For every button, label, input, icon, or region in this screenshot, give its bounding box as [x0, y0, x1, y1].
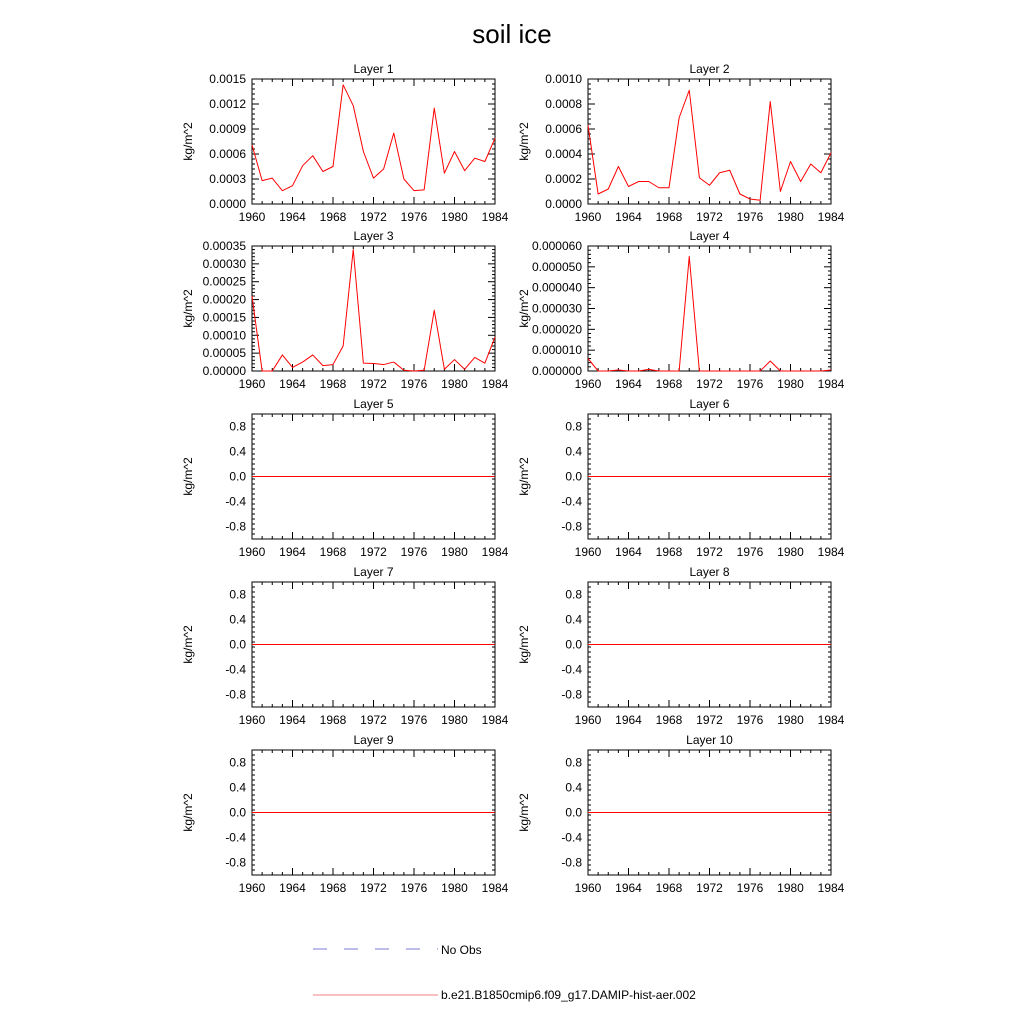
panel-3-ytick-label: 0.00005 — [202, 346, 246, 361]
panel-8-ylabel: kg/m^2 — [517, 625, 531, 664]
panel-6-ytick-label: 0.4 — [565, 444, 582, 459]
panel-1-xtick-label: 1976 — [400, 210, 428, 224]
panel-10 — [517, 733, 845, 895]
panel-5-ytick-label: -0.8 — [225, 519, 246, 534]
panel-4-xtick-label: 1976 — [736, 377, 764, 391]
panel-8-xtick-label: 1984 — [817, 713, 845, 727]
panel-4-ytick-label: 0.000030 — [531, 301, 582, 316]
panel-1-xtick-label: 1964 — [279, 210, 306, 224]
panel-10-xtick-label: 1960 — [574, 881, 602, 895]
panel-2-xtick-label: 1960 — [574, 210, 602, 224]
panel-1-ytick-label: 0.0006 — [209, 147, 246, 161]
panel-8 — [517, 565, 845, 727]
panel-8-xtick-label: 1960 — [574, 713, 602, 727]
panel-8-ytick-label: -0.8 — [561, 687, 582, 702]
panel-5 — [181, 397, 509, 559]
panel-5-title: Layer 5 — [353, 397, 394, 411]
panel-1-ytick-label: 0.0000 — [209, 197, 246, 211]
panel-2-xtick-label: 1972 — [696, 210, 723, 224]
panel-8-ytick-label: 0.0 — [565, 637, 582, 652]
panel-3-xtick-label: 1976 — [400, 377, 428, 391]
panel-3-ylabel: kg/m^2 — [181, 289, 195, 328]
panel-2-ylabel: kg/m^2 — [517, 122, 531, 161]
panel-9-ytick-label: 0.4 — [229, 780, 246, 795]
panel-6-xtick-label: 1972 — [696, 545, 723, 559]
panel-4-frame — [588, 246, 831, 371]
panel-6-xtick-label: 1968 — [655, 545, 683, 559]
panel-9-xtick-label: 1968 — [319, 881, 347, 895]
panel-1-xtick-label: 1980 — [441, 210, 468, 224]
panel-3-xtick-label: 1980 — [441, 377, 468, 391]
panel-7-xtick-label: 1984 — [481, 713, 509, 727]
panel-6-xtick-label: 1984 — [817, 545, 845, 559]
panel-3-xtick-label: 1972 — [360, 377, 387, 391]
panel-7-ytick-label: 0.4 — [229, 612, 246, 627]
panel-2-xtick-label: 1984 — [817, 210, 845, 224]
panel-4-ytick-label: 0.000020 — [531, 322, 582, 337]
panel-2-ytick-label: 0.0000 — [545, 197, 582, 211]
panel-1-ytick-label: 0.0015 — [209, 72, 246, 86]
panel-10-xtick-label: 1964 — [615, 881, 642, 895]
panel-9-xtick-label: 1964 — [279, 881, 306, 895]
panel-4-xtick-label: 1960 — [574, 377, 602, 391]
panel-7-ytick-label: 0.8 — [229, 587, 246, 602]
panel-4-series-line — [588, 256, 831, 371]
legend-obs-label: No Obs — [441, 943, 482, 957]
panel-7-xtick-label: 1980 — [441, 713, 468, 727]
panel-3-ytick-label: 0.00010 — [202, 328, 246, 343]
panel-10-xtick-label: 1968 — [655, 881, 683, 895]
panel-7-ylabel: kg/m^2 — [181, 625, 195, 664]
panel-4-ytick-label: 0.000050 — [531, 259, 582, 274]
panel-7 — [181, 565, 509, 727]
panel-1-ylabel: kg/m^2 — [181, 122, 195, 161]
panel-1 — [181, 62, 509, 224]
panel-9 — [181, 733, 509, 895]
panel-2-series-line — [588, 90, 831, 200]
panel-10-ylabel: kg/m^2 — [517, 793, 531, 832]
panel-9-xtick-label: 1980 — [441, 881, 468, 895]
panel-10-title: Layer 10 — [686, 733, 733, 747]
panel-4-ylabel: kg/m^2 — [517, 289, 531, 328]
panel-6-ytick-label: -0.4 — [561, 494, 582, 509]
panel-8-ytick-label: 0.4 — [565, 612, 582, 627]
panel-6-ytick-label: 0.0 — [565, 469, 582, 484]
panel-6-ytick-label: 0.8 — [565, 419, 582, 434]
panel-10-ytick-label: 0.0 — [565, 805, 582, 820]
figure-title: soil ice — [472, 19, 552, 49]
panel-8-ytick-label: 0.8 — [565, 587, 582, 602]
panel-8-xtick-label: 1980 — [777, 713, 804, 727]
panel-6-title: Layer 6 — [689, 397, 730, 411]
panel-4-ytick-label: 0.000060 — [531, 239, 582, 253]
panel-2-ytick-label: 0.0004 — [545, 147, 582, 161]
panel-3-ytick-label: 0.00000 — [202, 364, 246, 378]
panel-3-xtick-label: 1984 — [481, 377, 509, 391]
panel-2-title: Layer 2 — [689, 62, 730, 76]
panel-grid — [181, 62, 845, 895]
panel-2 — [517, 62, 845, 224]
panel-4 — [517, 229, 845, 391]
legend-model-label: b.e21.B1850cmip6.f09_g17.DAMIP-hist-aer.002 — [441, 988, 696, 1002]
panel-6-ytick-label: -0.8 — [561, 519, 582, 534]
panel-7-xtick-label: 1968 — [319, 713, 347, 727]
panel-4-ytick-label: 0.000000 — [531, 364, 582, 378]
panel-1-xtick-label: 1968 — [319, 210, 347, 224]
panel-3-xtick-label: 1960 — [238, 377, 266, 391]
panel-4-xtick-label: 1968 — [655, 377, 683, 391]
panel-4-xtick-label: 1984 — [817, 377, 845, 391]
panel-10-xtick-label: 1972 — [696, 881, 723, 895]
panel-3 — [181, 229, 509, 391]
panel-5-ylabel: kg/m^2 — [181, 457, 195, 496]
panel-5-xtick-label: 1976 — [400, 545, 428, 559]
panel-1-xtick-label: 1984 — [481, 210, 509, 224]
panel-10-ytick-label: 0.8 — [565, 755, 582, 770]
panel-9-xtick-label: 1976 — [400, 881, 428, 895]
panel-3-ytick-label: 0.00025 — [202, 274, 246, 289]
panel-9-xtick-label: 1960 — [238, 881, 266, 895]
panel-6 — [517, 397, 845, 559]
panel-3-frame — [252, 246, 495, 371]
panel-5-xtick-label: 1972 — [360, 545, 387, 559]
panel-5-ytick-label: 0.4 — [229, 444, 246, 459]
panel-10-xtick-label: 1976 — [736, 881, 764, 895]
panel-5-xtick-label: 1980 — [441, 545, 468, 559]
panel-8-xtick-label: 1972 — [696, 713, 723, 727]
panel-9-ytick-label: 0.8 — [229, 755, 246, 770]
panel-2-xtick-label: 1980 — [777, 210, 804, 224]
panel-7-xtick-label: 1976 — [400, 713, 428, 727]
panel-2-ytick-label: 0.0002 — [545, 172, 582, 186]
panel-7-xtick-label: 1960 — [238, 713, 266, 727]
panel-5-xtick-label: 1960 — [238, 545, 266, 559]
panel-2-xtick-label: 1968 — [655, 210, 683, 224]
panel-1-frame — [252, 79, 495, 204]
panel-7-ytick-label: -0.4 — [225, 662, 246, 677]
panel-10-ytick-label: -0.8 — [561, 855, 582, 870]
panel-3-title: Layer 3 — [353, 229, 394, 243]
panel-4-xtick-label: 1972 — [696, 377, 723, 391]
panel-3-series-line — [252, 250, 495, 371]
panel-10-ytick-label: 0.4 — [565, 780, 582, 795]
panel-5-ytick-label: -0.4 — [225, 494, 246, 509]
panel-2-ytick-label: 0.0010 — [545, 72, 582, 86]
panel-1-series-line — [252, 85, 495, 191]
panel-5-ytick-label: 0.0 — [229, 469, 246, 484]
panel-9-xtick-label: 1972 — [360, 881, 387, 895]
panel-9-ytick-label: -0.8 — [225, 855, 246, 870]
panel-6-xtick-label: 1964 — [615, 545, 642, 559]
panel-1-ytick-label: 0.0009 — [209, 122, 246, 136]
panel-7-xtick-label: 1972 — [360, 713, 387, 727]
panel-7-title: Layer 7 — [353, 565, 394, 579]
panel-1-ytick-label: 0.0003 — [209, 172, 246, 186]
panel-2-xtick-label: 1976 — [736, 210, 764, 224]
panel-9-ytick-label: -0.4 — [225, 830, 246, 845]
panel-6-xtick-label: 1980 — [777, 545, 804, 559]
panel-4-xtick-label: 1980 — [777, 377, 804, 391]
panel-5-xtick-label: 1984 — [481, 545, 509, 559]
panel-9-ytick-label: 0.0 — [229, 805, 246, 820]
panel-3-ytick-label: 0.00015 — [202, 310, 246, 325]
panel-5-ytick-label: 0.8 — [229, 419, 246, 434]
panel-9-xtick-label: 1984 — [481, 881, 509, 895]
panel-7-ytick-label: -0.8 — [225, 687, 246, 702]
panel-5-xtick-label: 1964 — [279, 545, 306, 559]
panel-8-xtick-label: 1976 — [736, 713, 764, 727]
panel-2-xtick-label: 1964 — [615, 210, 642, 224]
panel-9-ylabel: kg/m^2 — [181, 793, 195, 832]
panel-5-xtick-label: 1968 — [319, 545, 347, 559]
panel-8-xtick-label: 1964 — [615, 713, 642, 727]
panel-10-xtick-label: 1984 — [817, 881, 845, 895]
panel-8-ytick-label: -0.4 — [561, 662, 582, 677]
panel-10-ytick-label: -0.4 — [561, 830, 582, 845]
panel-4-ytick-label: 0.000040 — [531, 280, 582, 295]
panel-4-ytick-label: 0.000010 — [531, 343, 582, 358]
panel-4-title: Layer 4 — [689, 229, 730, 243]
legend — [313, 943, 696, 1002]
panel-1-title: Layer 1 — [353, 62, 394, 76]
panel-7-ytick-label: 0.0 — [229, 637, 246, 652]
panel-2-ytick-label: 0.0006 — [545, 122, 582, 136]
panel-8-title: Layer 8 — [689, 565, 730, 579]
panel-3-ytick-label: 0.00035 — [202, 239, 246, 253]
panel-3-ytick-label: 0.00020 — [202, 292, 246, 307]
panel-7-xtick-label: 1964 — [279, 713, 306, 727]
panel-1-ytick-label: 0.0012 — [209, 97, 246, 111]
panel-6-xtick-label: 1960 — [574, 545, 602, 559]
panel-9-title: Layer 9 — [353, 733, 394, 747]
panel-10-xtick-label: 1980 — [777, 881, 804, 895]
panel-3-xtick-label: 1964 — [279, 377, 306, 391]
panel-6-xtick-label: 1976 — [736, 545, 764, 559]
panel-2-ytick-label: 0.0008 — [545, 97, 582, 111]
panel-3-xtick-label: 1968 — [319, 377, 347, 391]
panel-1-xtick-label: 1960 — [238, 210, 266, 224]
panel-3-ytick-label: 0.00030 — [202, 256, 246, 271]
panel-1-xtick-label: 1972 — [360, 210, 387, 224]
panel-6-ylabel: kg/m^2 — [517, 457, 531, 496]
panel-4-xtick-label: 1964 — [615, 377, 642, 391]
panel-8-xtick-label: 1968 — [655, 713, 683, 727]
